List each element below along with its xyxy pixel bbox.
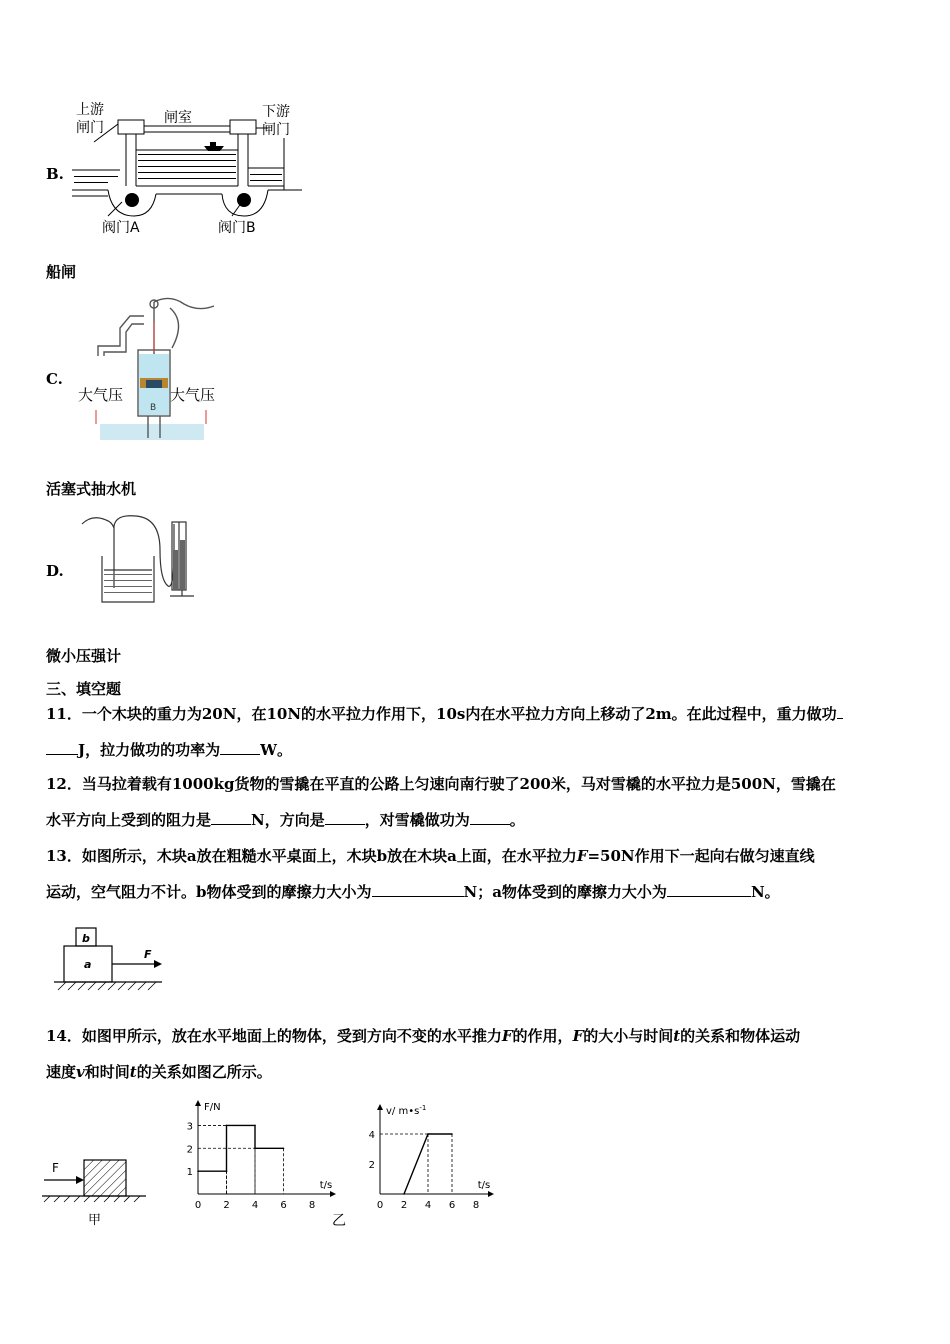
- q12-text-1: 12．当马拉着载有1000kg货物的雪撬在平直的公路上匀速向南行驶了200米，马对雪橇的水平拉力是500N，雪撬在: [46, 775, 836, 793]
- option-b-caption: 船闸: [46, 263, 77, 281]
- x-tick-label: 0: [194, 1200, 202, 1211]
- y-axis-arrow: [377, 1104, 383, 1110]
- q13-text-4: N。: [750, 883, 780, 901]
- velocity-time-chart: [364, 1098, 504, 1216]
- label-block-b: b: [82, 932, 90, 945]
- blocks-figure: [54, 926, 164, 994]
- q14-text-1b: 的作用，: [512, 1027, 573, 1045]
- x-tick-label: 6: [448, 1200, 456, 1211]
- label-push-f: F: [52, 1161, 59, 1175]
- q13-force-symbol: F: [576, 847, 588, 865]
- y-tick-label: 4: [368, 1130, 375, 1141]
- x-tick-label: 8: [472, 1200, 480, 1211]
- y-tick-label: 2: [186, 1144, 193, 1156]
- x-tick-label: 4: [251, 1200, 259, 1211]
- q13-text-2: 运动，空气阻力不计。b物体受到的摩擦力大小为: [46, 883, 372, 901]
- label-upstream: 上游: [76, 102, 104, 118]
- q12-blank-3[interactable]: [470, 808, 510, 825]
- label-downstream: 下游: [262, 104, 290, 120]
- question-12: [46, 766, 916, 838]
- figure-jia: [42, 1152, 152, 1230]
- x-axis-label: t/s: [319, 1180, 333, 1191]
- label-valve-a: 阀门A: [102, 220, 140, 236]
- q11-text-2: J，拉力做功的功率为: [78, 741, 221, 759]
- q14-text-2b: 和时间: [84, 1063, 130, 1081]
- label-chamber: 闸室: [164, 110, 192, 126]
- label-downstream-gate: 闸门: [262, 122, 290, 138]
- ship-lock-figure: [72, 98, 302, 238]
- data-point: [226, 1125, 228, 1127]
- q12-text-3: N，方向是: [251, 811, 325, 829]
- x-tick-label: 0: [376, 1200, 384, 1211]
- y-axis-label: v/ $m•s^{-1}$: [386, 1104, 427, 1117]
- question-13: [46, 838, 916, 910]
- data-point: [254, 1125, 256, 1127]
- force-time-chart: [180, 1098, 340, 1216]
- x-tick-label: 2: [400, 1200, 408, 1211]
- data-point: [427, 1133, 429, 1135]
- option-d-caption: 微小压强计: [46, 647, 122, 665]
- q12-blank-2[interactable]: [325, 808, 365, 825]
- label-block-a: a: [84, 958, 92, 971]
- y-tick-label: 1: [186, 1167, 193, 1179]
- q14-text-1c: 的大小与时间: [583, 1027, 674, 1045]
- q14-time-symbol-2: t: [129, 1063, 137, 1081]
- label-upstream-gate: 闸门: [76, 120, 104, 136]
- pressure-gauge-figure: [76, 510, 200, 606]
- label-atm-right: 大气压: [170, 386, 216, 404]
- label-valve-b-pump: B: [150, 403, 157, 413]
- pushed-block: [84, 1160, 126, 1196]
- q13-blank-1[interactable]: [372, 880, 464, 897]
- x-axis-arrow: [330, 1191, 336, 1197]
- q11-text-3: W。: [260, 741, 292, 759]
- piston-pump-figure: [74, 292, 224, 444]
- data-point: [226, 1170, 228, 1172]
- q14-text-2a: 速度: [46, 1063, 77, 1081]
- x-tick-label: 2: [223, 1200, 230, 1211]
- y-axis-arrow: [195, 1100, 201, 1106]
- x-tick-label: 8: [308, 1200, 316, 1211]
- question-14: [46, 1018, 916, 1090]
- q13-text-3: N；a物体受到的摩擦力大小为: [463, 883, 667, 901]
- y-tick-label: 2: [368, 1160, 375, 1171]
- option-c-letter: C.: [46, 370, 63, 388]
- q14-force-symbol: F: [501, 1027, 513, 1045]
- caption-yi: 乙: [332, 1213, 346, 1229]
- data-point: [197, 1170, 199, 1172]
- label-valve-b: 阀门B: [218, 220, 256, 236]
- q11-text-1: 11．一个木块的重力为20N，在10N的水平拉力作用下，10s内在水平拉力方向上移动了2m。在此过程中，重力做功: [46, 705, 837, 723]
- data-point: [403, 1193, 405, 1195]
- q11-blank-2[interactable]: [220, 738, 260, 755]
- q12-text-4: ，对雪橇做功为: [364, 811, 470, 829]
- q11-blank-1a[interactable]: [837, 702, 843, 719]
- caption-jia: 甲: [88, 1213, 102, 1228]
- option-b-letter: B.: [46, 165, 64, 183]
- q14-velocity-symbol: v: [76, 1063, 85, 1081]
- x-tick-label: 4: [424, 1200, 432, 1211]
- q12-text-5: 。: [509, 811, 525, 829]
- label-force-f: F: [144, 948, 152, 961]
- q14-text-1a: 14．如图甲所示，放在水平地面上的物体，受到方向不变的水平推力: [46, 1027, 502, 1045]
- data-point: [283, 1147, 285, 1149]
- q13-text-1b: =50N作用下一起向右做匀速直线: [587, 847, 815, 865]
- q11-blank-1b[interactable]: [46, 738, 78, 755]
- x-axis-label: t/s: [477, 1180, 491, 1191]
- section-title: 三、填空题: [46, 680, 122, 698]
- x-tick-label: 6: [280, 1200, 287, 1211]
- option-d-letter: D.: [46, 562, 64, 580]
- data-point: [451, 1133, 453, 1135]
- q12-text-2: 水平方向上受到的阻力是: [46, 811, 212, 829]
- q13-blank-2[interactable]: [667, 880, 751, 897]
- q14-text-1d: 的关系和物体运动: [680, 1027, 801, 1045]
- label-atm-left: 大气压: [78, 386, 124, 404]
- option-c-caption: 活塞式抽水机: [46, 480, 137, 498]
- data-point: [254, 1147, 256, 1149]
- y-axis-label: F/N: [204, 1102, 221, 1113]
- y-tick-label: 3: [186, 1121, 193, 1133]
- q14-force-symbol-2: F: [572, 1027, 584, 1045]
- x-axis-arrow: [488, 1191, 494, 1197]
- q14-text-2c: 的关系如图乙所示。: [136, 1063, 272, 1081]
- q14-time-symbol: t: [673, 1027, 681, 1045]
- q13-text-1: 13．如图所示，木块a放在粗糙水平桌面上，木块b放在木块a上面，在水平拉力: [46, 847, 577, 865]
- q12-blank-1[interactable]: [211, 808, 251, 825]
- question-11: [46, 696, 916, 768]
